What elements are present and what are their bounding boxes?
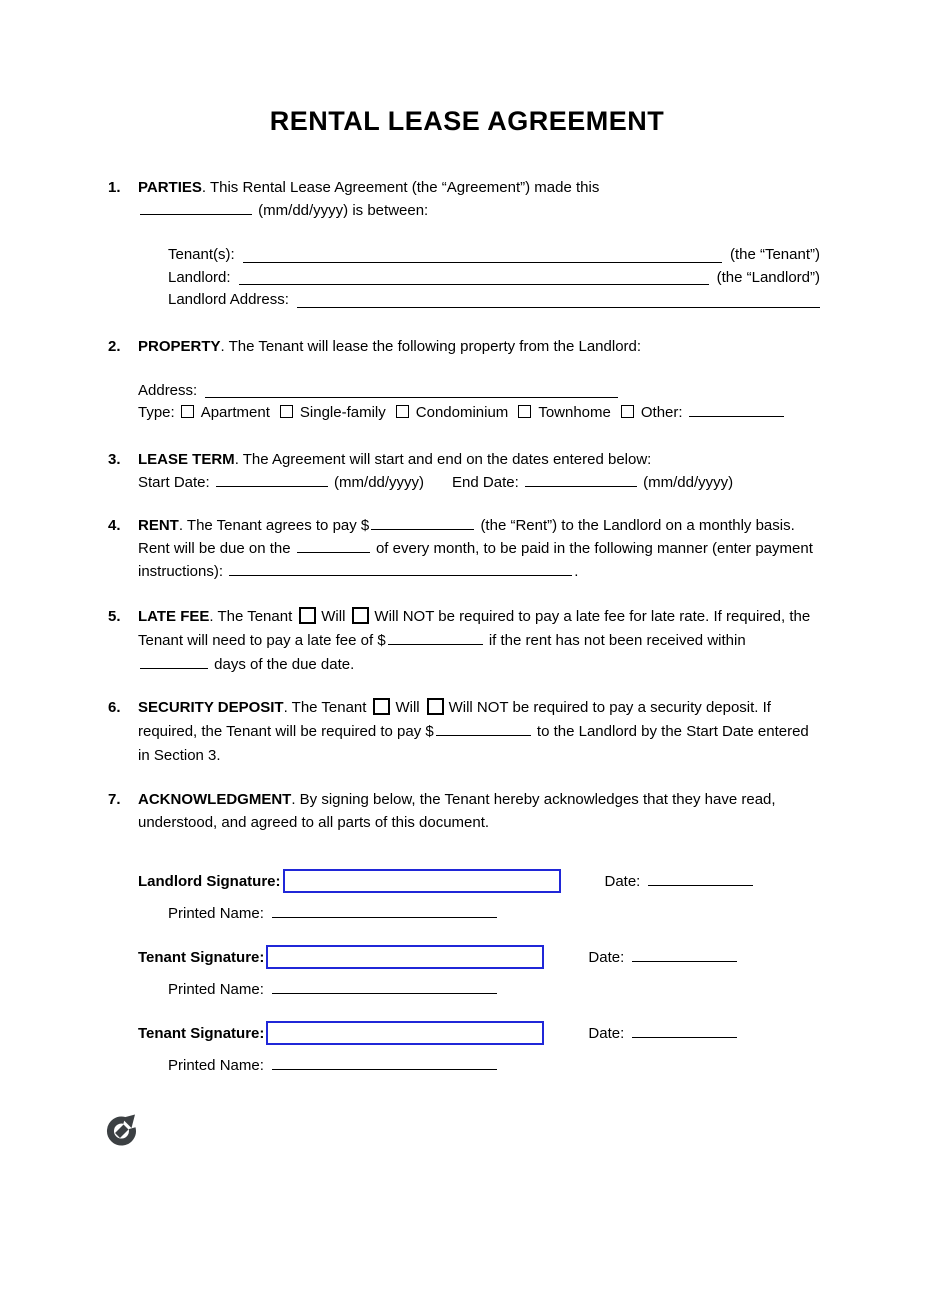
section-property-number: 2. [108, 337, 121, 355]
tenant-signature-block-2 [138, 1020, 820, 1077]
section-late-fee-heading: LATE FEE [138, 608, 210, 625]
tenant-signature-field-1[interactable] [266, 945, 544, 969]
security-deposit-text-2: be required to pay a security deposit. If required, the Tenant will be required to pay $ [138, 699, 771, 740]
tenant-printed-name-blank-1 [272, 981, 497, 994]
option-single-family-label: Single-family [299, 404, 386, 421]
section-late-fee [108, 605, 820, 677]
document-title: RENTAL LEASE AGREEMENT [269, 106, 665, 136]
lease-term-intro-text: . The Agreement will start and end on the dates entered below: [234, 451, 652, 468]
late-fee-text-4: days of the due date. [214, 656, 355, 673]
landlord-signature-field[interactable] [283, 869, 561, 893]
late-fee-text-1: . The Tenant [209, 608, 293, 625]
landlord-date-label: Date: [604, 872, 641, 890]
tenant-signature-label-1: Tenant Signature: [138, 948, 265, 966]
tenant-printed-name-blank-2 [272, 1057, 497, 1070]
section-security-deposit-number: 6. [108, 699, 121, 716]
security-deposit-text-1: . The Tenant [283, 699, 367, 716]
option-townhome-label: Townhome [538, 404, 611, 421]
tenant-label: Tenant(s): [168, 246, 235, 263]
option-apartment-label: Apartment [200, 404, 270, 421]
section-parties-heading: PARTIES [138, 179, 202, 196]
landlord-name-blank [239, 269, 709, 285]
option-condominium-label: Condominium [415, 404, 509, 421]
acknowledgment-text: . By signing below, the Tenant hereby acknowledges that they have read, understood, and agreed to all parts of this document. [138, 791, 776, 831]
late-fee-paragraph [138, 605, 820, 677]
rent-amount-blank [371, 517, 474, 530]
circular-arrow-logo-icon [104, 1107, 142, 1147]
property-intro-text: . The Tenant will lease the following property from the Landlord: [220, 337, 642, 355]
late-fee-amount-blank [388, 632, 483, 645]
single-family-checkbox[interactable] [280, 405, 293, 418]
other-checkbox[interactable] [621, 405, 634, 418]
landlord-printed-name-label: Printed Name: [168, 905, 264, 922]
late-fee-will-label: Will [321, 608, 346, 625]
parties-intro-text: . This Rental Lease Agreement (the “Agreement”) made this [201, 179, 600, 196]
tenant-printed-name-line-1 [168, 978, 820, 1001]
property-type-label: Type: [138, 404, 175, 421]
start-date-blank [216, 474, 328, 487]
security-deposit-text-3: to the Landlord by the Start Date entered in Section 3. [138, 723, 809, 764]
security-deposit-paragraph [138, 696, 820, 768]
late-fee-text-2: be required to pay a late fee for late rate. If required, the Tenant will need to pay a late fee of $ [138, 608, 811, 649]
lease-term-paragraph [138, 448, 820, 494]
end-date-label: End Date: [452, 474, 519, 491]
rent-text-2: (the “Rent”) to the Landlord on a monthly basis. Rent will be due on the [138, 517, 795, 557]
landlord-suffix: (the “Landlord”) [716, 268, 820, 286]
property-address-line [138, 379, 618, 402]
landlord-date-blank [648, 873, 753, 886]
start-date-format: (mm/dd/yyyy) [334, 474, 425, 491]
section-property [108, 335, 820, 425]
tenant-signature-label-2: Tenant Signature: [138, 1024, 265, 1042]
tenant-printed-name-label-2: Printed Name: [168, 1057, 264, 1074]
late-fee-will-not-label: Will NOT [374, 608, 435, 625]
end-date-format: (mm/dd/yyyy) [643, 474, 734, 491]
section-lease-term-heading: LEASE TERM [138, 451, 235, 468]
landlord-printed-name-line [168, 902, 820, 925]
landlord-address-label: Landlord Address: [168, 291, 289, 308]
section-acknowledgment [108, 788, 820, 834]
section-rent-number: 4. [108, 517, 121, 534]
agreement-date-blank [140, 202, 252, 215]
logo-container [104, 1107, 820, 1154]
rent-paragraph [138, 514, 820, 583]
section-security-deposit [108, 696, 820, 768]
landlord-signature-label: Landlord Signature: [138, 872, 281, 890]
property-paragraph [138, 335, 820, 358]
section-acknowledgment-number: 7. [108, 791, 121, 808]
landlord-address-line [168, 288, 820, 311]
section-parties [108, 176, 820, 311]
condominium-checkbox[interactable] [396, 405, 409, 418]
tenant-date-label-1: Date: [588, 948, 625, 966]
rent-text-4: . [574, 563, 579, 580]
landlord-name-line [168, 266, 820, 289]
parties-date-format-text: (mm/dd/yyyy) is between: [258, 202, 429, 219]
deposit-will-not-label: Will NOT [448, 699, 509, 716]
section-rent-heading: RENT [138, 517, 179, 534]
property-address-blank [205, 382, 618, 398]
section-lease-term-number: 3. [108, 451, 121, 468]
landlord-label: Landlord: [168, 268, 231, 286]
deposit-will-checkbox[interactable] [373, 698, 390, 715]
option-other-label: Other: [640, 404, 683, 421]
document-body [108, 176, 820, 1154]
section-late-fee-number: 5. [108, 608, 121, 625]
rent-text-3: of every month, to be paid in the following manner (enter payment instructions): [138, 540, 813, 580]
tenant-suffix: (the “Tenant”) [729, 246, 820, 263]
landlord-signature-block [138, 868, 820, 925]
rent-due-day-blank [297, 540, 370, 553]
landlord-address-blank [297, 292, 820, 308]
deposit-will-label: Will [395, 699, 420, 716]
late-fee-days-blank [140, 656, 208, 669]
section-property-heading: PROPERTY [138, 337, 221, 355]
acknowledgment-paragraph [138, 788, 820, 834]
tenant-printed-name-label-1: Printed Name: [168, 981, 264, 998]
start-date-label: Start Date: [138, 474, 210, 491]
tenant-signature-field-2[interactable] [266, 1021, 544, 1045]
late-fee-text-3: if the rent has not been received within [488, 632, 746, 649]
apartment-checkbox[interactable] [181, 405, 194, 418]
tenant-printed-name-line-2 [168, 1054, 820, 1077]
property-type-line [138, 401, 820, 424]
section-acknowledgment-heading: ACKNOWLEDGMENT [138, 791, 292, 808]
parties-paragraph [138, 176, 820, 222]
section-rent [108, 514, 820, 583]
late-fee-will-not-checkbox[interactable] [352, 607, 369, 624]
deposit-will-not-checkbox[interactable] [427, 698, 444, 715]
section-parties-number: 1. [108, 179, 121, 196]
late-fee-will-checkbox[interactable] [299, 607, 316, 624]
tenant-name-blank [243, 247, 722, 263]
tenant-signature-block-1 [138, 944, 820, 1001]
rent-text-1: . The Tenant agrees to pay $ [178, 517, 370, 534]
payment-instructions-blank [229, 563, 572, 576]
other-type-blank [689, 404, 784, 417]
tenant-date-label-2: Date: [588, 1024, 625, 1042]
deposit-amount-blank [436, 723, 531, 736]
tenant-date-blank-1 [632, 949, 737, 962]
section-security-deposit-heading: SECURITY DEPOSIT [138, 699, 284, 716]
lease-agreement-page [0, 106, 934, 1154]
section-lease-term [108, 448, 820, 494]
tenant-date-blank-2 [632, 1025, 737, 1038]
property-address-label: Address: [138, 381, 198, 399]
landlord-printed-name-blank [272, 905, 497, 918]
end-date-blank [525, 474, 637, 487]
townhome-checkbox[interactable] [518, 405, 531, 418]
tenant-name-line [168, 243, 820, 266]
